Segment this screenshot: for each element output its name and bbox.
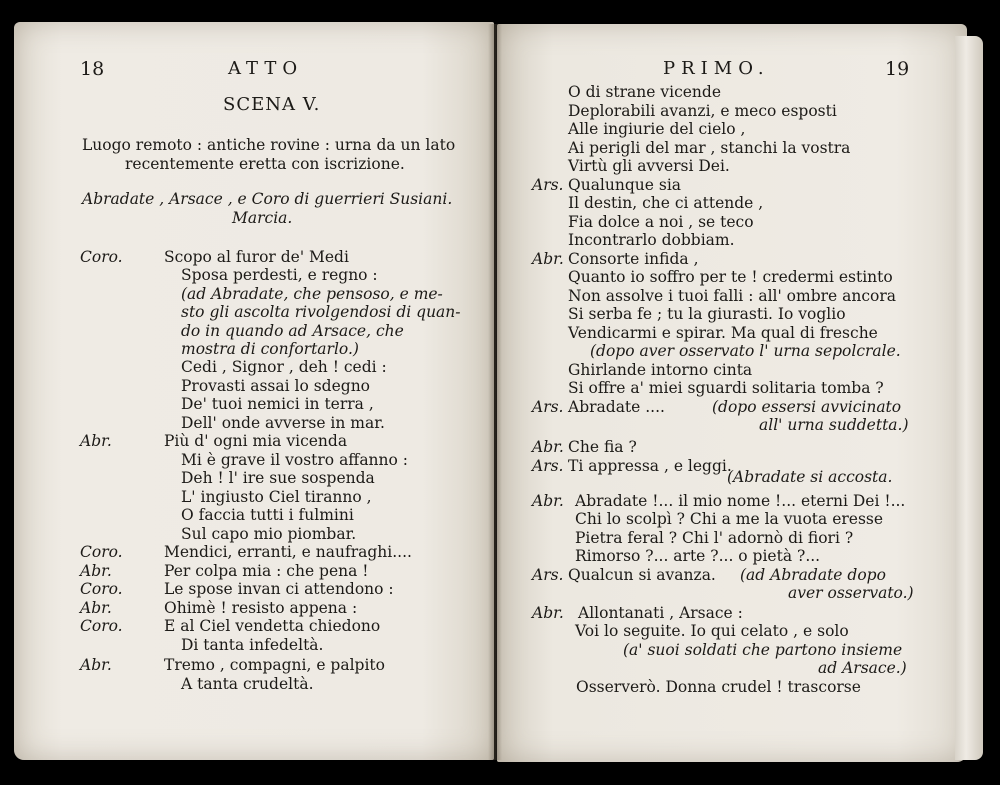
verse-line: Alle ingiurie del cielo , xyxy=(568,120,746,138)
verse-line: Il destin, che ci attende , xyxy=(568,194,764,212)
speaker: Abr. xyxy=(80,599,112,617)
verse-line: Si offre a' miei sguardi solitaria tomba ? xyxy=(568,379,884,397)
verse-line: Vendicarmi e spirar. Ma qual di fresche xyxy=(568,324,878,342)
verse-line: Provasti assai lo sdegno xyxy=(181,377,371,395)
stage-direction: ad Arsace.) xyxy=(818,659,907,677)
scene-title: SCENA V. xyxy=(223,94,321,115)
verse-line: Virtù gli avversi Dei. xyxy=(568,157,730,175)
book-gutter xyxy=(488,24,502,760)
stage-direction: (dopo aver osservato l' urna sepolcrale. xyxy=(590,342,901,360)
verse-line: Deplorabili avanzi, e meco esposti xyxy=(568,102,837,120)
verse-line: Mi è grave il vostro affanno : xyxy=(181,451,409,469)
stage-direction: aver osservato.) xyxy=(788,584,914,602)
verse-line: Abradate .... xyxy=(568,398,665,416)
verse-line: Qualcun si avanza. xyxy=(568,566,716,584)
speaker: Abr. xyxy=(80,562,112,580)
verse-line: Voi lo seguite. Io qui celato , e solo xyxy=(575,622,849,640)
verse-line: Che fia ? xyxy=(568,438,637,456)
verse-line: Allontanati , Arsace : xyxy=(578,604,743,622)
stage-direction: (dopo essersi avvicinato xyxy=(712,398,902,416)
setting-line: Luogo remoto : antiche rovine : urna da un lato xyxy=(82,136,456,154)
speaker: Abr. xyxy=(532,492,564,510)
stage-direction: (ad Abradate dopo xyxy=(740,566,886,584)
verse-line: Le spose invan ci attendono : xyxy=(164,580,394,598)
speaker: Abr. xyxy=(532,604,564,622)
verse-line: Deh ! l' ire sue sospenda xyxy=(181,469,375,487)
verse-line: Sul capo mio piombar. xyxy=(181,525,357,543)
verse-line: Ohimè ! resisto appena : xyxy=(164,599,358,617)
characters-line: Abradate , Arsace , e Coro di guerrieri Susiani. xyxy=(82,190,453,208)
page-number-right: 19 xyxy=(885,58,910,80)
verse-line: O faccia tutti i fulmini xyxy=(181,506,354,524)
speaker: Abr. xyxy=(532,250,564,268)
verse-line: Ti appressa , e leggi. xyxy=(568,457,732,475)
speaker: Abr. xyxy=(532,438,564,456)
speaker: Coro. xyxy=(80,617,123,635)
setting-line: recentemente eretta con iscrizione. xyxy=(125,155,405,173)
verse-line: Ghirlande intorno cinta xyxy=(568,361,753,379)
stage-direction: do in quando ad Arsace, che xyxy=(181,322,404,340)
verse-line: L' ingiusto Ciel tiranno , xyxy=(181,488,372,506)
verse-line: De' tuoi nemici in terra , xyxy=(181,395,374,413)
verse-line: Per colpa mia : che pena ! xyxy=(164,562,369,580)
verse-line: E al Ciel vendetta chiedono xyxy=(164,617,381,635)
speaker: Abr. xyxy=(80,656,112,674)
verse-line: Pietra feral ? Chi l' adornò di fiori ? xyxy=(575,529,854,547)
speaker: Ars. xyxy=(532,176,564,194)
stage-direction: (a' suoi soldati che partono insieme xyxy=(623,641,903,659)
speaker: Ars. xyxy=(532,398,564,416)
verse-line: Incontrarlo dobbiam. xyxy=(568,231,735,249)
stage-direction: (Abradate si accosta. xyxy=(727,468,893,486)
speaker: Coro. xyxy=(80,543,123,561)
verse-line: Chi lo scolpì ? Chi a me la vuota eresse xyxy=(575,510,884,528)
speaker: Coro. xyxy=(80,248,123,266)
verse-line: Mendici, erranti, e naufraghi.... xyxy=(164,543,412,561)
speaker: Coro. xyxy=(80,580,123,598)
stage-direction: (ad Abradate, che pensoso, e me- xyxy=(181,285,443,303)
verse-line: Abradate !... il mio nome !... eterni Dei !... xyxy=(575,492,906,510)
verse-line: Di tanta infedeltà. xyxy=(181,636,324,654)
verse-line: Rimorso ?... arte ?... o pietà ?... xyxy=(575,547,821,565)
speaker: Abr. xyxy=(80,432,112,450)
speaker: Ars. xyxy=(532,457,564,475)
verse-line: Consorte infida , xyxy=(568,250,699,268)
verse-line: Dell' onde avverse in mar. xyxy=(181,414,385,432)
speaker: Ars. xyxy=(532,566,564,584)
verse-line: Tremo , compagni, e palpito xyxy=(164,656,385,674)
page-edges xyxy=(955,36,983,760)
verse-line: Cedi , Signor , deh ! cedi : xyxy=(181,358,387,376)
running-head-left: ATTO xyxy=(228,58,304,79)
stage-direction: sto gli ascolta rivolgendosi di quan- xyxy=(181,303,461,321)
verse-line: Osserverò. Donna crudel ! trascorse xyxy=(576,678,861,696)
verse-line: Si serba fe ; tu la giurasti. Io voglio xyxy=(568,305,846,323)
verse-line: Fia dolce a noi , se teco xyxy=(568,213,754,231)
page-number-left: 18 xyxy=(80,58,105,80)
verse-line: Quanto io soffro per te ! credermi estinto xyxy=(568,268,893,286)
stage-direction: mostra di confortarlo.) xyxy=(181,340,359,358)
verse-line: Qualunque sia xyxy=(568,176,682,194)
verse-line: Sposa perdesti, e regno : xyxy=(181,266,378,284)
stage-direction: all' urna suddetta.) xyxy=(759,416,909,434)
characters-line: Marcia. xyxy=(232,209,293,227)
verse-line: Più d' ogni mia vicenda xyxy=(164,432,348,450)
verse-line: O di strane vicende xyxy=(568,83,722,101)
verse-line: Ai perigli del mar , stanchi la vostra xyxy=(568,139,851,157)
verse-line: Scopo al furor de' Medi xyxy=(164,248,349,266)
verse-line: Non assolve i tuoi falli : all' ombre ancora xyxy=(568,287,897,305)
running-head-right: PRIMO. xyxy=(663,58,770,79)
verse-line: A tanta crudeltà. xyxy=(181,675,314,693)
